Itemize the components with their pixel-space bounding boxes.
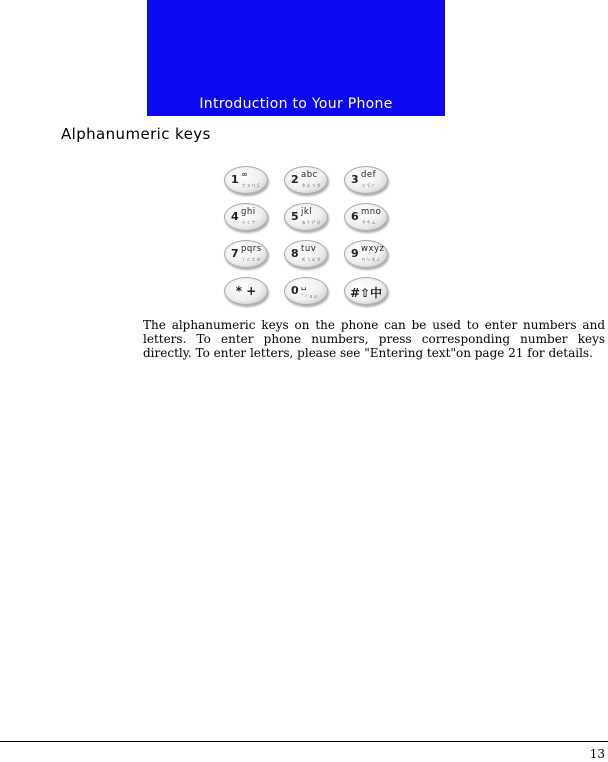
key-0	[284, 277, 328, 305]
key-1	[224, 166, 268, 194]
key-digit: 1	[231, 173, 239, 186]
key-9	[344, 240, 388, 268]
key-letters: mno	[361, 207, 382, 217]
key-digit: 0	[291, 284, 299, 297]
key-zhuyin: ㄢㄣㄤㄥ	[361, 257, 382, 263]
key-letters: jkl	[301, 207, 313, 217]
key-digit: 2	[291, 173, 299, 186]
key-letters: abc	[301, 170, 318, 180]
key-8	[284, 240, 328, 268]
key-zhuyin: ㄗㄘㄙ	[361, 220, 377, 226]
key-star	[224, 277, 268, 305]
key-zhuyin: ㄉㄊㄋㄌ	[301, 183, 322, 189]
key-zhuyin: ㄞㄟㄠㄡ	[301, 257, 322, 263]
key-zhuyin: ㄐㄑㄒ	[241, 220, 257, 226]
key-2	[284, 166, 328, 194]
key-digit: 7	[231, 247, 239, 260]
key-digit: 5	[291, 210, 299, 223]
key-3	[344, 166, 388, 194]
key-digit: 6	[351, 210, 359, 223]
key-hash	[344, 277, 388, 305]
key-letters: wxyz	[361, 244, 385, 254]
key-zhuyin: ㄓㄔㄕㄖ	[301, 220, 322, 226]
key-zhuyin: ˉㄧㄨㄩ	[301, 294, 319, 300]
key-digit: 3	[351, 173, 359, 186]
key-digit: 9	[351, 247, 359, 260]
key-6	[344, 203, 388, 231]
key-zhuyin: ㄍㄎㄏ	[361, 183, 377, 189]
key-zhuyin: ㄚㄛㄜㄝ	[241, 257, 262, 263]
key-digit: 4	[231, 210, 239, 223]
banner-title: Introduction to Your Phone	[199, 96, 393, 112]
body-paragraph: The alphanumeric keys on the phone can be used to enter numbers and letters. To enter phone numbers, press corresponding number keys directly. To enter letters, please see "Entering text"on page 21 for details.	[143, 318, 605, 360]
key-4	[224, 203, 268, 231]
section-heading: Alphanumeric keys	[61, 125, 211, 143]
key-digit: 8	[291, 247, 299, 260]
space-icon: ␣	[301, 281, 307, 291]
key-zhuyin: ㄅㄆㄇㄈ	[241, 183, 262, 189]
header-banner	[147, 0, 445, 116]
key-letters: pqrs	[241, 244, 262, 254]
key-letters: ghi	[241, 207, 256, 217]
key-letters: tuv	[301, 244, 317, 254]
keypad-illustration	[224, 166, 394, 306]
hash-shift-label: #⇧中	[349, 286, 383, 300]
key-7	[224, 240, 268, 268]
star-plus-label: * +	[235, 284, 257, 298]
key-letters: def	[361, 170, 377, 180]
footer-divider	[0, 741, 608, 742]
page-number: 13	[589, 747, 605, 761]
key-5	[284, 203, 328, 231]
voicemail-icon: ∞	[241, 170, 249, 180]
